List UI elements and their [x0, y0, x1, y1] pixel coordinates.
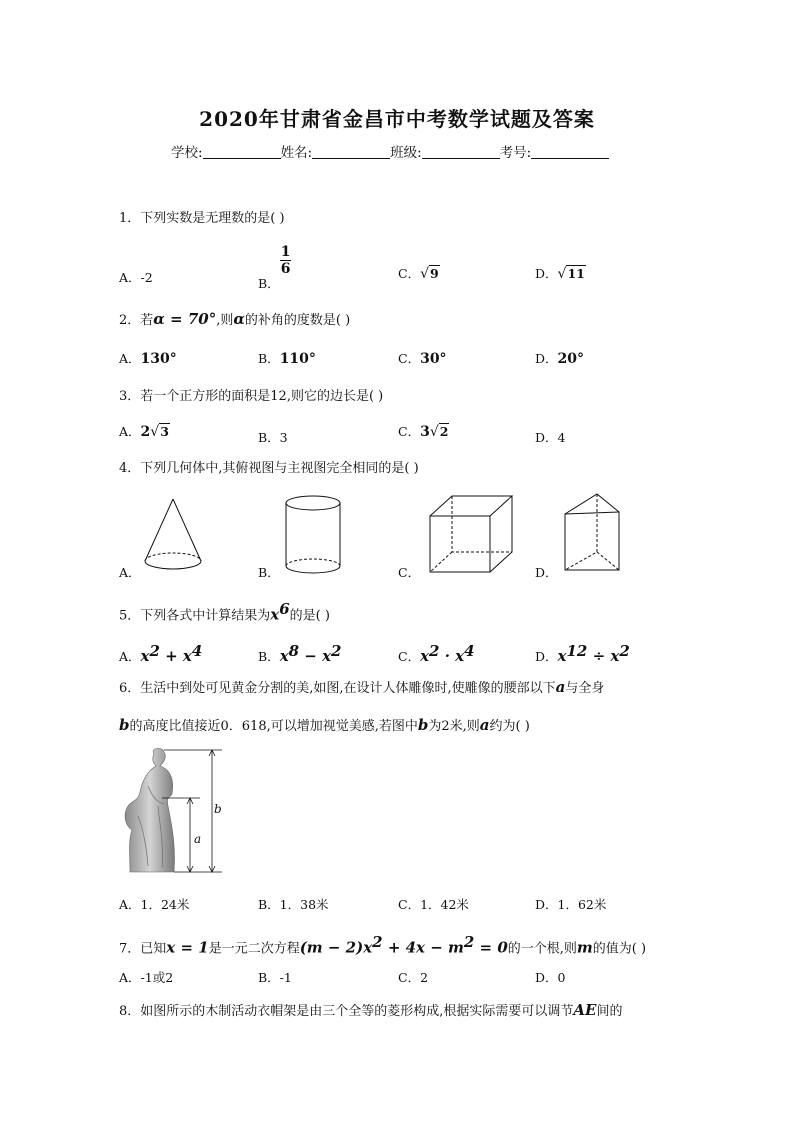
fraction-denominator: 6	[280, 261, 291, 277]
q6-option-d: D．1．62米	[535, 897, 607, 912]
q7-text: 的值为( )	[592, 941, 647, 957]
name-label: 姓名:	[280, 145, 313, 161]
exam-no-blank[interactable]	[531, 144, 609, 159]
q2-option-a-value: 130°	[140, 351, 177, 367]
q3-option-a-label: A．	[119, 424, 141, 439]
q4-option-d: D．	[535, 565, 558, 580]
q7-root-math: x = 1	[166, 938, 209, 957]
radicand: 11	[567, 266, 585, 281]
q2-option-c-label: C．	[398, 351, 421, 366]
q7-option-b: B．-1	[258, 970, 292, 985]
cone-figure	[138, 497, 208, 573]
math-operator: · x	[439, 647, 465, 666]
statue-label-b: b	[214, 802, 222, 816]
q6-text: 约为( )	[489, 719, 530, 734]
q2-option-c-value: 30°	[420, 351, 447, 367]
exponent: 8	[288, 642, 300, 660]
q7-option-d: D．0	[535, 970, 566, 985]
name-blank[interactable]	[312, 144, 390, 159]
question-3-stem: 3．若一个正方形的面积是12,则它的边长是( )	[119, 389, 384, 404]
cylinder-figure	[284, 494, 342, 576]
q2-prefix: 2．若	[119, 313, 154, 328]
q1-option-d-label: D．	[535, 266, 558, 281]
math-x: x	[140, 647, 150, 666]
sqrt-11: √11	[557, 266, 585, 282]
q5-option-c-label: C．	[398, 649, 421, 665]
sqrt-3: √3	[150, 424, 169, 440]
school-label: 学校:	[171, 145, 203, 161]
coefficient: 2	[140, 424, 151, 440]
fraction-one-sixth	[280, 244, 292, 277]
q2-suffix: 的补角的度数是( )	[244, 313, 351, 328]
q4-option-c: C．	[398, 565, 421, 580]
q3-option-c	[398, 422, 449, 440]
q6-text: 为2米,则	[428, 719, 480, 734]
q6-option-c: C．1．42米	[398, 897, 469, 912]
var-b: b	[119, 716, 130, 734]
q1-option-c-label: C．	[398, 266, 421, 281]
page-title: 2020年甘肃省金昌市中考数学试题及答案	[199, 107, 595, 131]
q1-option-b-label: B．	[258, 276, 280, 291]
fraction-numerator: 1	[280, 244, 291, 260]
q2-option-d-value: 20°	[557, 351, 585, 367]
q5-exponent: 6	[279, 600, 290, 618]
exponent: 4	[191, 642, 203, 660]
q6-option-a: A．1．24米	[119, 897, 190, 912]
q7-text: 7．已知	[119, 941, 167, 957]
exponent: 4	[464, 642, 475, 660]
school-blank[interactable]	[203, 144, 281, 159]
q2-option-d-label: D．	[535, 351, 558, 366]
q5-option-a	[119, 642, 202, 665]
exponent: 2	[372, 933, 383, 951]
triangular-prism-figure	[563, 492, 621, 574]
q5-suffix: 的是( )	[289, 608, 330, 624]
sqrt-2: √2	[429, 424, 449, 440]
q5-option-b-label: B．	[258, 649, 280, 665]
class-label: 班级:	[390, 145, 422, 161]
question-4-stem: 4．下列几何体中,其俯视图与主视图完全相同的是( )	[119, 461, 419, 476]
q2-option-b-value: 110°	[279, 351, 316, 367]
exam-no-label: 考号:	[499, 145, 532, 161]
q6-text: 的高度比值接近0．618,可以增加视觉美感,若图中	[129, 719, 418, 734]
q2-mid-text: ,则	[216, 313, 234, 328]
radicand: 2	[439, 424, 449, 439]
var-a: a	[479, 716, 490, 734]
math-x: x	[557, 647, 567, 666]
question-6-line-2	[119, 715, 530, 734]
var-b: b	[417, 716, 429, 734]
q5-option-b	[258, 642, 341, 665]
q8-text: 间的	[596, 1004, 623, 1019]
q6-text: 6．生活中到处可见黄金分割的美,如图,在设计人体雕像时,使雕像的腰部以下	[119, 681, 556, 696]
q7-equation-part: (m − 2)x	[299, 938, 373, 957]
question-6-line-1	[119, 677, 604, 696]
segment-ae: AE	[573, 1001, 597, 1019]
q5-option-a-label: A．	[119, 649, 141, 665]
math-operator: − x	[299, 647, 332, 666]
var-a: a	[555, 678, 566, 696]
q7-equation-part: = 0	[474, 938, 508, 957]
exponent: 2	[429, 642, 440, 660]
q4-option-a: A．	[119, 565, 141, 580]
radicand: 3	[160, 424, 169, 439]
q3-option-c-label: C．	[398, 424, 421, 439]
q1-option-c	[398, 264, 440, 282]
question-1-stem: 1．下列实数是无理数的是( )	[119, 211, 285, 226]
question-7-stem	[119, 933, 646, 956]
q6-text: 与全身	[565, 681, 605, 696]
q2-option-a-label: A．	[119, 351, 141, 366]
cube-figure	[428, 494, 514, 574]
question-2-stem	[119, 309, 350, 328]
q2-condition-math: α = 70°	[153, 310, 217, 328]
q5-option-d	[535, 642, 630, 665]
q5-option-c	[398, 642, 475, 665]
math-x: x	[420, 647, 430, 666]
exponent: 2	[619, 642, 630, 660]
q5-prefix: 5．下列各式中计算结果为	[119, 608, 271, 624]
math-x: x	[279, 647, 289, 666]
math-operator: + x	[159, 647, 192, 666]
q4-option-b: B．	[258, 565, 280, 580]
exponent: 2	[149, 642, 160, 660]
q7-text: 的一个根,则	[507, 941, 577, 957]
q2-option-c	[398, 349, 447, 367]
q7-text: 是一元二次方程	[208, 941, 300, 957]
math-operator: ÷ x	[587, 647, 620, 666]
coefficient: 3	[420, 424, 430, 440]
student-info-line	[171, 141, 609, 161]
q3-option-b: B．3	[258, 430, 288, 445]
exponent: 2	[463, 933, 475, 951]
q1-option-a: A．-2	[119, 270, 153, 285]
q2-option-b	[258, 349, 316, 367]
class-blank[interactable]	[422, 144, 500, 159]
q7-equation-part: + 4x − m	[382, 938, 464, 957]
question-8-stem	[119, 1000, 623, 1019]
q5-base-math: x	[270, 605, 280, 624]
q1-option-b	[258, 244, 291, 291]
var-m: m	[576, 938, 593, 957]
q2-option-d	[535, 349, 584, 367]
q8-text: 8．如图所示的木制活动衣帽架是由三个全等的菱形构成,根据实际需要可以调节	[119, 1004, 574, 1019]
q7-option-c: C．2	[398, 970, 429, 985]
q1-option-d	[535, 264, 586, 282]
q2-option-a	[119, 349, 177, 367]
q3-option-d: D．4	[535, 430, 566, 445]
statue-label-a: a	[194, 832, 202, 846]
question-5-stem	[119, 600, 330, 623]
q7-option-a: A．-1或2	[119, 970, 174, 985]
sqrt-9: √9	[420, 266, 439, 282]
q2-option-b-label: B．	[258, 351, 280, 366]
q2-alpha-math: α	[233, 310, 245, 328]
exponent: 12	[566, 642, 588, 660]
q6-option-b: B．1．38米	[258, 897, 329, 912]
radicand: 9	[430, 266, 439, 281]
q3-option-a	[119, 422, 170, 440]
q5-option-d-label: D．	[535, 649, 558, 665]
exponent: 2	[331, 642, 342, 660]
